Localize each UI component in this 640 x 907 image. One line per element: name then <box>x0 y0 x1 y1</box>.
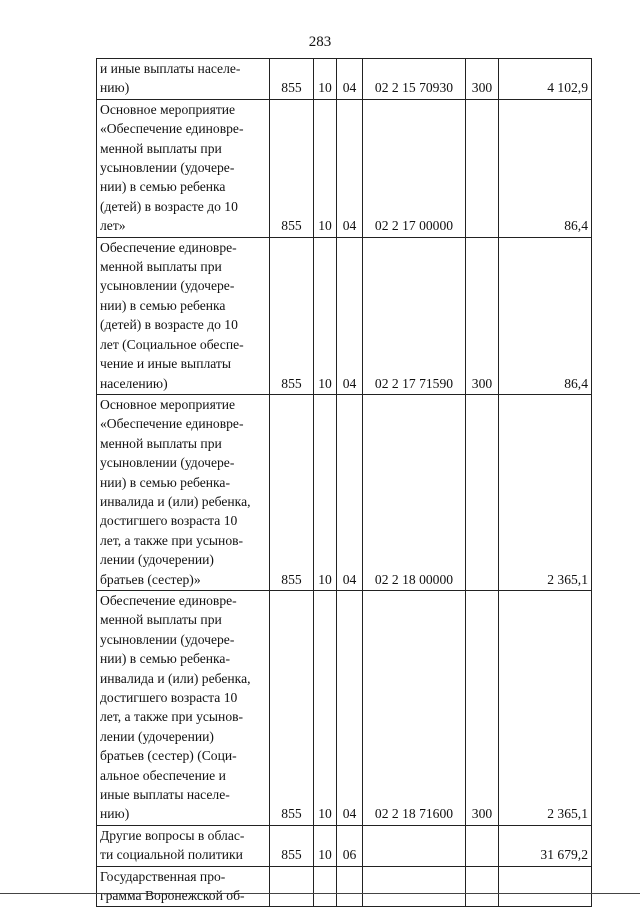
row-name: Другие вопросы в облас- ти социальной политики <box>97 825 270 866</box>
row-target-article: 02 2 15 70930 <box>363 59 466 100</box>
row-name: Государственная про- грамма Воронежской об- <box>97 866 270 907</box>
row-subsection: 04 <box>337 59 363 100</box>
budget-table <box>96 58 592 907</box>
row-section: 10 <box>314 825 337 866</box>
row-amount: 86,4 <box>499 99 592 237</box>
row-expense-type <box>466 99 499 237</box>
row-grbs: 855 <box>270 59 314 100</box>
row-section <box>314 866 337 907</box>
row-name: и иные выплаты населе- нию) <box>97 59 270 100</box>
row-grbs: 855 <box>270 237 314 394</box>
table-row <box>97 237 592 394</box>
row-grbs: 855 <box>270 825 314 866</box>
row-subsection <box>337 866 363 907</box>
row-expense-type: 300 <box>466 237 499 394</box>
row-grbs <box>270 866 314 907</box>
table-row <box>97 866 592 907</box>
row-target-article: 02 2 18 71600 <box>363 590 466 825</box>
table-row <box>97 394 592 590</box>
page-number: 283 <box>308 34 332 50</box>
row-subsection: 04 <box>337 237 363 394</box>
row-expense-type: 300 <box>466 590 499 825</box>
row-section: 10 <box>314 59 337 100</box>
row-grbs: 855 <box>270 394 314 590</box>
row-grbs: 855 <box>270 99 314 237</box>
row-section: 10 <box>314 590 337 825</box>
table-row <box>97 59 592 100</box>
row-section: 10 <box>314 99 337 237</box>
row-name: Основное мероприятие «Обеспечение единовре- менной выплаты при усыновлении (удочере- нии) в семью ребенка (детей) в возрасте до 10 лет» <box>97 99 270 237</box>
row-expense-type <box>466 825 499 866</box>
row-amount: 4 102,9 <box>499 59 592 100</box>
row-amount: 86,4 <box>499 237 592 394</box>
row-name: Обеспечение единовре- менной выплаты при усыновлении (удочере- нии) в семью ребенка (детей) в возрасте до 10 лет (Социальное обеспе- чение и иные выплаты населению) <box>97 237 270 394</box>
row-target-article <box>363 825 466 866</box>
table-row <box>97 590 592 825</box>
row-expense-type <box>466 866 499 907</box>
row-grbs: 855 <box>270 590 314 825</box>
row-target-article <box>363 866 466 907</box>
row-expense-type <box>466 394 499 590</box>
row-amount: 2 365,1 <box>499 394 592 590</box>
footer-rule <box>0 893 640 894</box>
row-name: Основное мероприятие «Обеспечение единовре- менной выплаты при усыновлении (удочере- нии) в семью ребенка- инвалида и (или) ребенка, достигшего возраста 10 лет, а также при усынов- лении (удочерении) братьев (сестер)» <box>97 394 270 590</box>
row-subsection: 04 <box>337 590 363 825</box>
row-amount: 31 679,2 <box>499 825 592 866</box>
row-expense-type: 300 <box>466 59 499 100</box>
table-row <box>97 99 592 237</box>
row-amount <box>499 866 592 907</box>
row-target-article: 02 2 18 00000 <box>363 394 466 590</box>
table-row <box>97 825 592 866</box>
row-subsection: 06 <box>337 825 363 866</box>
row-amount: 2 365,1 <box>499 590 592 825</box>
row-target-article: 02 2 17 00000 <box>363 99 466 237</box>
row-section: 10 <box>314 394 337 590</box>
row-target-article: 02 2 17 71590 <box>363 237 466 394</box>
row-subsection: 04 <box>337 394 363 590</box>
row-section: 10 <box>314 237 337 394</box>
row-name: Обеспечение единовре- менной выплаты при усыновлении (удочере- нии) в семью ребенка- инвалида и (или) ребенка, достигшего возраста 10 лет, а также при усынов- лении (удочерении) братьев (сестер) (Соци- альное обеспечение и иные выплаты населе- нию) <box>97 590 270 825</box>
row-subsection: 04 <box>337 99 363 237</box>
